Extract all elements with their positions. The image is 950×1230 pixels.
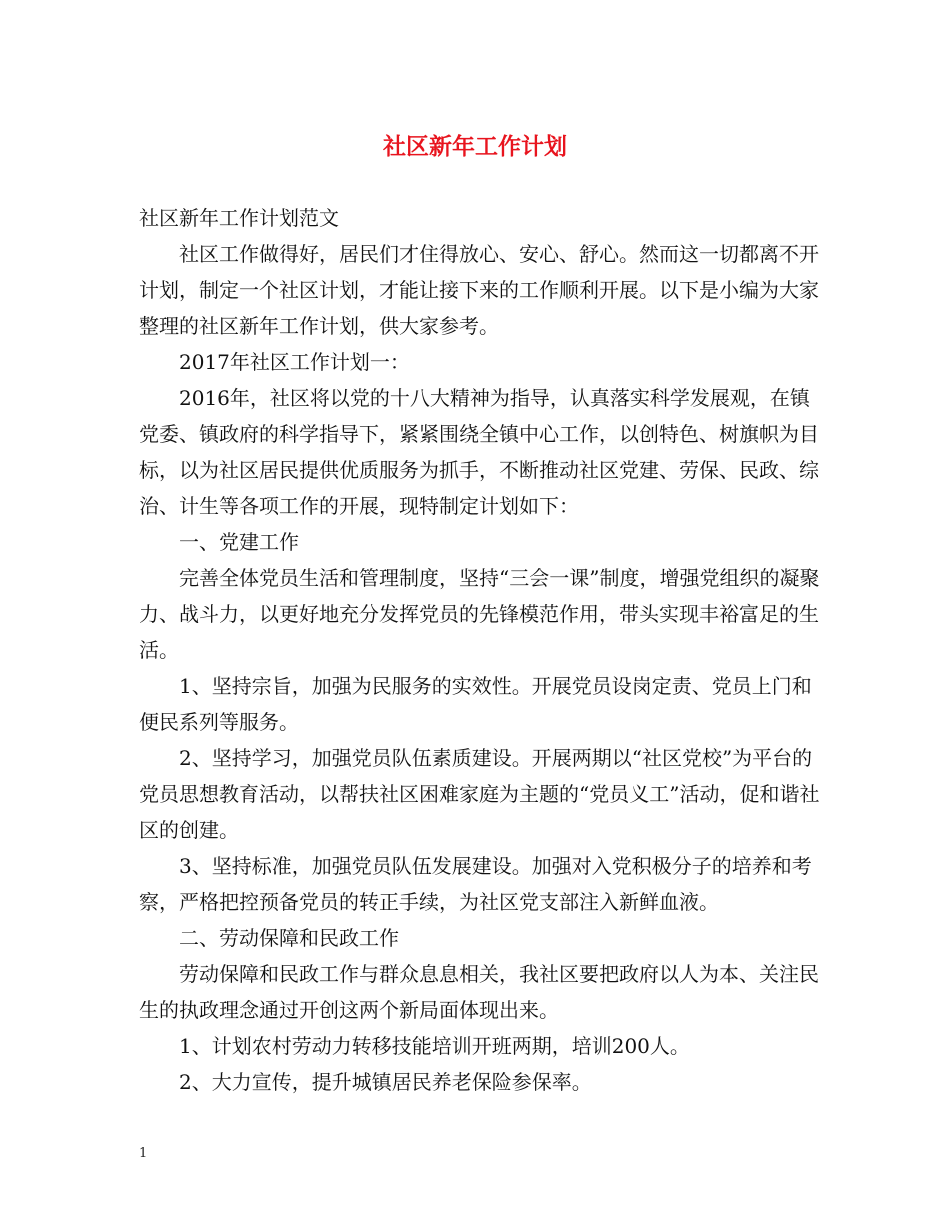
- list-item: 2、大力宣传，提升城镇居民养老保险参保率。: [179, 1070, 592, 1094]
- paragraph: 社区工作做得好，居民们才住得放心、安心、舒心。然而这一切都离不开计划，制定一个社区计划，才能让接下来的工作顺利开展。以下是小编为大家整理的社区新年工作计划，供大家参考。: [139, 242, 819, 338]
- page-number: 1: [139, 1146, 148, 1161]
- list-item: 3、坚持标准，加强党员队伍发展建设。加强对入党积极分子的培养和考察，严格把控预备党员的转正手续，为社区党支部注入新鲜血液。: [139, 854, 812, 914]
- section-heading: 二、劳动保障和民政工作: [179, 926, 399, 950]
- document-title: 社区新年工作计划: [383, 133, 567, 160]
- paragraph: 2016年，社区将以党的十八大精神为指导，认真落实科学发展观，在镇党委、镇政府的科学指导下，紧紧围绕全镇中心工作，以创特色、树旗帜为目标，以为社区居民提供优质服务为抓手，不断推动社区党建、劳保、民政、综治、计生等各项工作的开展，现特制定计划如下：: [139, 386, 819, 518]
- paragraph: 劳动保障和民政工作与群众息息相关，我社区要把政府以人为本、关注民生的执政理念通过开创这两个新局面体现出来。: [139, 962, 819, 1022]
- paragraph: 社区新年工作计划范文: [139, 206, 339, 230]
- document-body: [139, 200, 829, 1100]
- paragraph: 完善全体党员生活和管理制度，坚持“三会一课”制度，增强党组织的凝聚力、战斗力，以更好地充分发挥党员的先锋模范作用，带头实现丰裕富足的生活。: [139, 566, 820, 662]
- list-item: 2、坚持学习，加强党员队伍素质建设。开展两期以“社区党校”为平台的党员思想教育活动，以帮扶社区困难家庭为主题的“党员义工”活动，促和谐社区的创建。: [139, 746, 820, 842]
- paragraph: 2017年社区工作计划一：: [179, 350, 410, 374]
- section-heading: 一、党建工作: [179, 530, 299, 554]
- list-item: 1、计划农村劳动力转移技能培训开班两期，培训200人。: [179, 1034, 690, 1058]
- list-item: 1、坚持宗旨，加强为民服务的实效性。开展党员设岗定责、党员上门和便民系列等服务。: [139, 674, 812, 734]
